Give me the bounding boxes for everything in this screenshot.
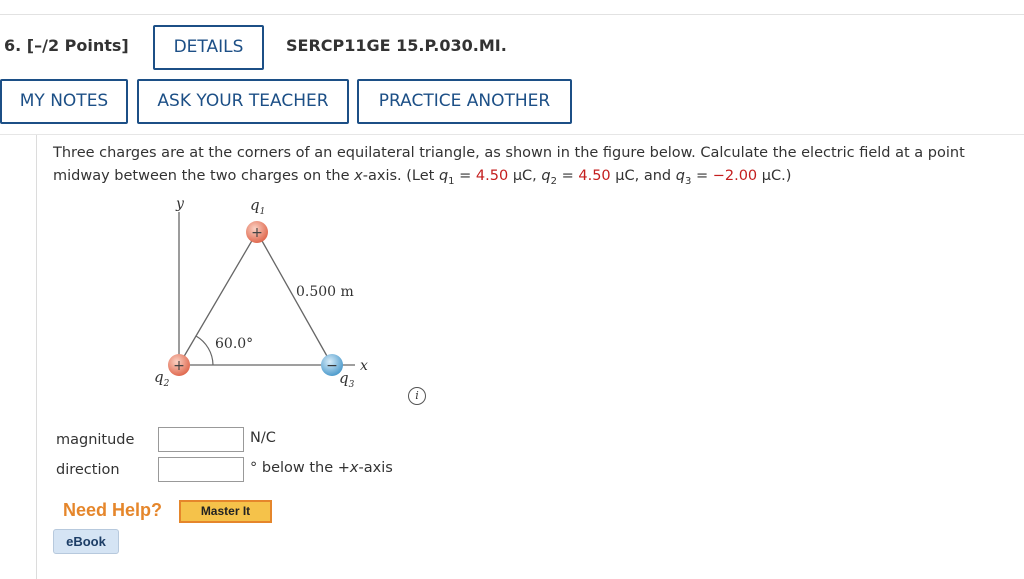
q1-label: $q_1$	[250, 196, 266, 217]
q1-value: 4.50	[475, 168, 509, 184]
triangle-figure	[140, 190, 390, 400]
practice-another-button[interactable]: PRACTICE ANOTHER	[357, 79, 572, 124]
content-left-border	[36, 135, 37, 579]
info-icon[interactable]: i	[408, 387, 426, 405]
question-number: 6.	[4, 36, 22, 55]
master-it-button[interactable]: Master It	[179, 500, 272, 523]
side-length-label: 0.500 m	[296, 284, 354, 300]
q2-value: 4.50	[578, 168, 611, 184]
problem-code: SERCP11GE 15.P.030.MI.	[286, 36, 507, 55]
q1-sign: +	[251, 225, 263, 241]
top-divider	[0, 14, 1024, 15]
question-points: [–/2 Points]	[26, 36, 129, 55]
angle-label: 60.0°	[215, 336, 254, 352]
ask-teacher-button[interactable]: ASK YOUR TEACHER	[137, 79, 349, 124]
direction-unit: ° below the +x-axis	[250, 460, 393, 476]
direction-label: direction	[56, 462, 120, 478]
need-help-label: Need Help?	[63, 500, 163, 520]
my-notes-button[interactable]: MY NOTES	[0, 79, 128, 124]
magnitude-unit: N/C	[250, 430, 276, 446]
q3-value: −2.00	[712, 168, 758, 184]
q3-sign: −	[326, 358, 338, 374]
q3-label: $q_3$	[339, 369, 355, 390]
magnitude-label: magnitude	[56, 432, 135, 448]
q2-sign: +	[173, 358, 185, 374]
direction-input[interactable]	[158, 457, 244, 482]
details-button[interactable]: DETAILS	[153, 25, 264, 70]
y-axis-label: y	[176, 196, 184, 212]
question-header	[4, 36, 129, 55]
question-text: Three charges are at the corners of an equilateral triangle, as shown in the figure below. Calculate the electric field at a point midway between the two charges on the x-axis. (Let $q_1 = 4.50$ μC, $q_2 = 4.50$ μC, and $q_3 = -2.00$ μC.)	[53, 145, 965, 187]
angle-arc	[196, 336, 213, 365]
q2-label: $q_2$	[154, 368, 170, 389]
x-axis-label: x	[360, 358, 368, 374]
magnitude-input[interactable]	[158, 427, 244, 452]
toolbar-divider	[0, 134, 1024, 135]
ebook-button[interactable]: eBook	[53, 529, 119, 554]
